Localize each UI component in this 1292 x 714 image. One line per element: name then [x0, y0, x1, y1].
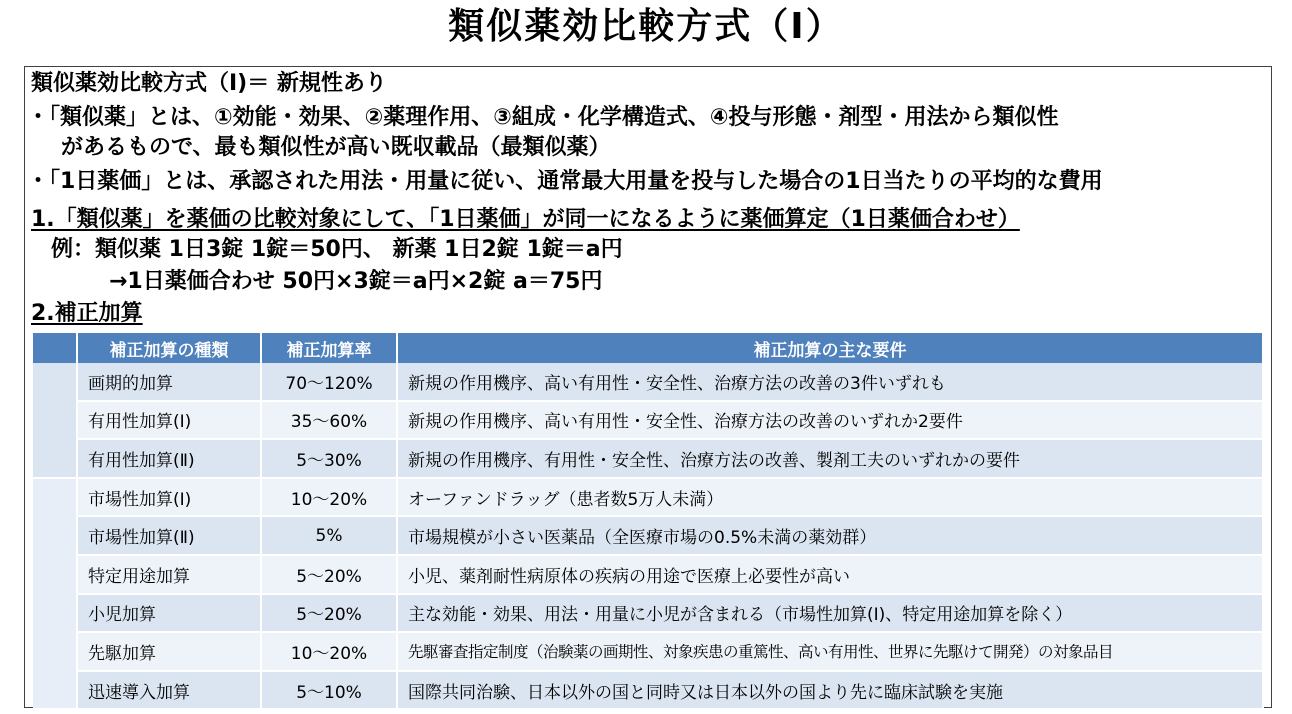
addon-rate: 5～20%: [261, 555, 397, 594]
addon-requirement: 先駆審査指定制度（治験薬の画期性、対象疾患の重篤性、高い有用性、世界に先駆けて開発）の対象品目: [397, 632, 1263, 671]
table-row: [33, 671, 1263, 710]
section-2-heading: 2.補正加算: [31, 301, 143, 326]
addon-rate: 5～20%: [261, 594, 397, 633]
addon-rate: 10～20%: [261, 632, 397, 671]
definition-similar-drug-line2: があるもので、最も類似性が高い既収載品（最類似薬）: [61, 135, 611, 160]
addon-requirement: 国際共同治験、日本以外の国と同時又は日本以外の国より先に臨床試験を実施: [397, 671, 1263, 710]
addon-rate: 35～60%: [261, 401, 397, 440]
addon-requirement: 市場規模が小さい医薬品（全医療市場の0.5%未満の薬効群）: [397, 516, 1263, 555]
addon-type: 先駆加算: [77, 632, 261, 671]
addon-requirement: 新規の作用機序、高い有用性・安全性、治療方法の改善の3件いずれも: [397, 363, 1263, 401]
definition-daily-price: ・「1日薬価」とは、承認された用法・用量に従い、通常最大用量を投与した場合の1日当たりの平均的な費用: [27, 169, 1103, 194]
table-row: [33, 363, 1263, 401]
addon-type: 市場性加算(Ⅱ): [77, 516, 261, 555]
header-group: [33, 333, 77, 363]
content-box: [24, 66, 1272, 708]
table-row: [33, 401, 1263, 440]
correction-addon-table: [33, 333, 1264, 710]
table-header-row: [33, 333, 1263, 363]
addon-type: 有用性加算(Ⅱ): [77, 439, 261, 478]
addon-rate: 5～10%: [261, 671, 397, 710]
definition-similar-drug-line1: ・「類似薬」とは、①効能・効果、②薬理作用、③組成・化学構造式、④投与形態・剤型・用法から類似性: [27, 105, 1059, 130]
example-line-1: 例：類似薬 1日3錠 1錠＝50円、 新薬 1日2錠 1錠＝a円: [51, 237, 623, 262]
header-main-requirements: 補正加算の主な要件: [397, 333, 1263, 363]
addon-requirement: 新規の作用機序、高い有用性・安全性、治療方法の改善のいずれか2要件: [397, 401, 1263, 440]
table-row: [33, 555, 1263, 594]
group-cell-usefulness: [33, 363, 77, 478]
addon-type: 小児加算: [77, 594, 261, 633]
addon-rate: 5%: [261, 516, 397, 555]
table-row: [33, 478, 1263, 517]
table-row: [33, 516, 1263, 555]
addon-type: 市場性加算(Ⅰ): [77, 478, 261, 517]
addon-requirement: 小児、薬剤耐性病原体の疾病の用途で医療上必要性が高い: [397, 555, 1263, 594]
header-addon-type: 補正加算の種類: [77, 333, 261, 363]
slide-title: 類似薬効比較方式（Ⅰ）: [448, 6, 844, 47]
addon-requirement: 主な効能・効果、用法・用量に小児が含まれる（市場性加算(Ⅰ)、特定用途加算を除く）: [397, 594, 1263, 633]
example-line-2: →1日薬価合わせ 50円×3錠＝a円×2錠 a＝75円: [109, 269, 603, 294]
table-row: [33, 439, 1263, 478]
heading: 類似薬効比較方式（Ⅰ)＝ 新規性あり: [31, 71, 387, 96]
table-row: [33, 632, 1263, 671]
table-row: [33, 594, 1263, 633]
addon-type: 迅速導入加算: [77, 671, 261, 710]
group-cell-market: [33, 478, 77, 710]
addon-type: 有用性加算(Ⅰ): [77, 401, 261, 440]
header-addon-rate: 補正加算率: [261, 333, 397, 363]
section-1-heading: 1.「類似薬」を薬価の比較対象にして、「1日薬価」が同一になるように薬価算定（1日薬価合わせ）: [31, 207, 1020, 232]
addon-rate: 70～120%: [261, 363, 397, 401]
addon-requirement: 新規の作用機序、有用性・安全性、治療方法の改善、製剤工夫のいずれかの要件: [397, 439, 1263, 478]
addon-rate: 10～20%: [261, 478, 397, 517]
addon-rate: 5～30%: [261, 439, 397, 478]
addon-requirement: オーファンドラッグ（患者数5万人未満）: [397, 478, 1263, 517]
addon-type: 画期的加算: [77, 363, 261, 401]
addon-type: 特定用途加算: [77, 555, 261, 594]
